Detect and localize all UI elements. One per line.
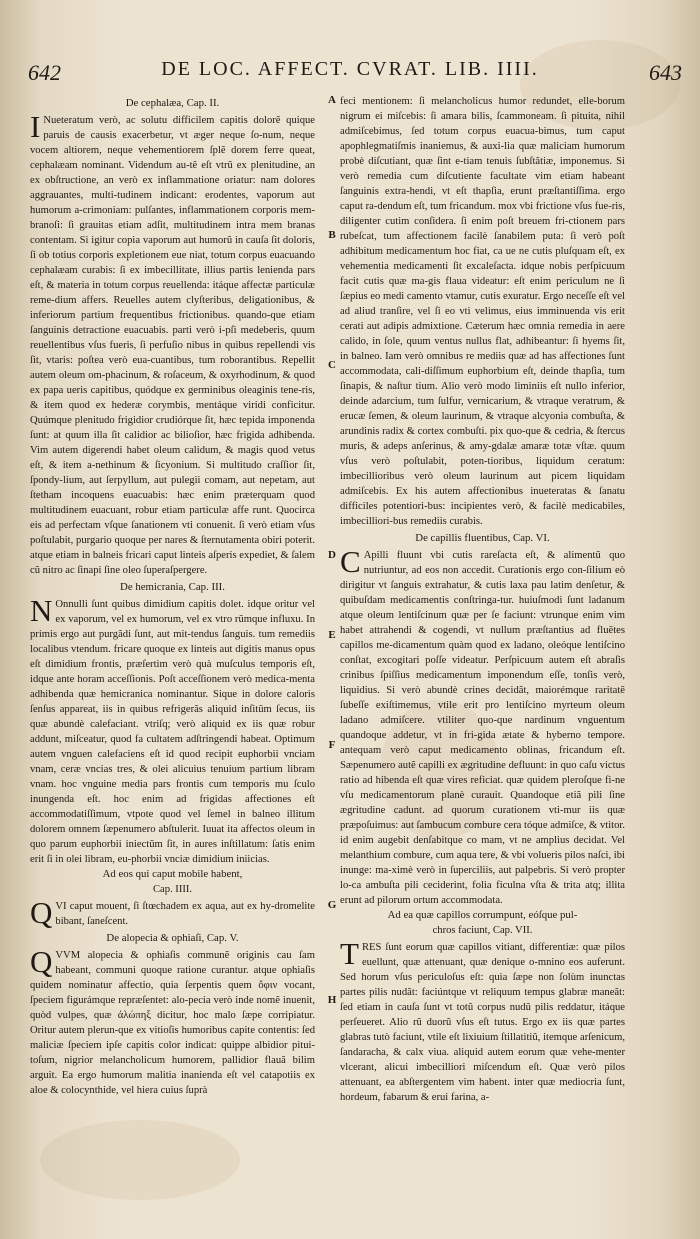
body-paragraph: QVI caput mouent, ſi ſtœchadem ex aqua, aut ex hy-dromelite bibant, ſaneſcent. <box>30 895 315 930</box>
margin-letter: E <box>328 629 336 641</box>
page-number-right: 643 <box>649 60 682 85</box>
paper-stain <box>40 1120 240 1200</box>
margin-letter: F <box>328 739 336 751</box>
left-text-column <box>30 94 315 1098</box>
margin-letters <box>326 94 340 1154</box>
margin-letter: C <box>328 359 336 371</box>
body-paragraph: CApilli fluunt vbi cutis rareſacta eſt, & alimentũ quo nutriuntur, ad eos non accedit. Curationis ergo con-ſilium eò dirigitur vt ſanguis extrahatur, & cutis laxa pau latim denſetur, & quibuſdam medicamentis conſtringa-tur. huiuſmodi ſunt ladanum atque oleum lentiſcinum quæ per ſe faciunt: vtrunque enim vim habet attrahendi & cogendi, vt nullum præſtantius ad fluẽtes capillos me-dicamentum quàm quod ex ladano, oleóque lentiſcino conſtat, excogitari poſſe videatur. Perſpicuum autem eſt abraſis crinibus ſpiſſius medicamentum imponendum eſſe, tonſis verò, liquidius. Si verò abundè crines decidãt, maiorémque raritatẽ ſubeſſe exiſtimemus, vtile erit pro lentiſcino myrteum oleum ladano admiſcere. vtiliter quo-que nardinum vnguentum quandoque addetur, vt in fri-gida ætate & hyberno tempore. antequam verò caput medicamento oblinas, fricandum eſt. Sæpenumero autẽ capilli ex ægritudine defluunt: in quo caſu victus ratio ad hibenda eſt quæ vires reficiat. quæ quidem pleroſque fi-ne vſu medicamentorum planè curauit. Quandoque etiã pili ſine ægritudine cadunt. ad quorum curationem vti-mur iis quæ præpoſuimus: aut ſambucum combure cera tóque admiſce, & vtitor. id enim augebit denſabitque co mam, vt ne amplius decidat. Vel melanthium combure, cum aqua tere, & vbi volueris pilos naſci, ibi inunge: ma-ximè verò in ſuperciliis, aut palpebris. Si verò propter lo-ca ambuſta pili ceciderint, folia ficulna vſta & trita atq; illita erunt ad pilorum ortum accommodata. <box>340 544 625 906</box>
body-paragraph: TRES ſunt eorum quæ capillos vitiant, differentiæ: quæ pilos euellunt, quæ attenuant, quæ denique o-mnino eos auferunt. Sed horum vſus periculoſus eſt: quia ſæpe non ſolùm inunctas partes pilis nudãt: faciúntque vt reliquum tempus glabræ maneãt: ſed etiam in cauſa ſunt vt totũ corpus nudũ pilis reddatur, itáque perſeueret. Alio rũ duorũ vſus eſt tutus. Ergo ex iis quæ partes glabras tutò faciunt, vtile eſt lixiuium ſtillatitiũ, itemque arſenicum, ſandaracha, & calx viua. aliquid autem eorum quæ vehe-menter vlcerant, alicui imbecilliori miſcendum eſt. Quæ verò pilos attenuant, ea abſtergentem vim habent. inter quæ mediocria ſunt, hordeum, fabarum & erui farina, a- <box>340 936 625 1103</box>
body-paragraph: QVVM alopecia & ophiaſis communẽ originis cau ſam habeant, communi quoque ratione curantur. atque ophiaſis quidem nominatur affectio, quia ſerpentis quem ὄφιν vocant, ſpeciem figurámque repræſentet: alo-pecia verò inde nomẽ inuenit, quòd vulpes, quæ ἀλώπηξ dicitur, hoc malo ſæpe corripiatur. Oritur autem plerun-que ex vitioſis humoribus capite contentis: ſed maliciæ ſpeciem ipſe capitis color indicat: quippe albidior pitui-toſum, nigrior melancholicum humorem, pallidior flauã bilim arguit. Ea ergo humorum malitia inanienda eſt vel catapotiis ex aloe & colocynthide, vel hiera cuius ſuprà <box>30 944 315 1096</box>
section-subheading: Ad eos qui caput mobile habent, <box>102 868 243 880</box>
margin-letter: G <box>327 899 337 911</box>
margin-letter: A <box>328 94 336 106</box>
running-title: DE LOC. AFFECT. CVRAT. LIB. IIII. <box>161 58 539 80</box>
section-heading: De cephalæa, Cap. II. <box>125 97 220 109</box>
right-text-column <box>340 94 625 1105</box>
section-heading: De capillis fluentibus, Cap. VI. <box>415 532 550 544</box>
body-paragraph: NOnnulli ſunt quibus dimidium capitis dolet. idque oritur vel ex vaporum, vel ex humorum, vel ex vtro rũmque influxu. In primis ergo aut purgãdi ſunt, aut mit-tendus ſanguis. tum remediis localibus vtendum. fricare quoque ex linteis aut digitis manus opus eſt dimidium frontis, præſertim verò quà muſculus temporis eſt, idque ante horam acceſſionis. Poſt acceſſionem verò medica-menta adhibenda quæ hemicranica nominantur. Sique in dolore caloris ſenſus appareat, iis in quibus refrigerãs aliquid inſitũm ſecus, iis quæ abundè calefaciant. vtriſq; verò aliquid ex iis quæ robur addunt, miſceatur, quod fa cultatem adſtringendi habeat. Optimum autem vnguen calefaciens eſt id quod recipit euphorbii vnciam vnam, ceræ vncias tres, & olei alicuius tenuium partium libram vnam. hoc vnguine media pars frontis cum temporis mu ſculo inungenda eſt. hoc enim ad frigidas affectiones eſt accommodatiſſimum, vtpote quod vel ſemel in balneo illitum dolorem omnem ſæpenumero abſtulerit. Iuuat ita affectos oleum in quo parum euphorbii iniectũm ſit, in aures inſtillatum: ſatis enim erit ſi in olei libram, eu-phorbii vnciæ dimidium iniicias. <box>30 593 315 865</box>
body-paragraph: feci mentionem: ſi melancholicus humor redundet, elle-borum nigrum ei miſcebis: ſi amara bilis, ſcammoneam. ſi pituita, nihil admiſcebimus, ſed totum corpus euacua-bimus, tum caput apophlegmatiſmis inaniemus, & auxi-lia quæ maliciam humorum probè diſcutiant, quæ ſint e-tiam tenuis ſubſtãtiæ, imponemus. Si verò remedia cum diſcutiente facultate vim etiam habeant ſanguinis extra-hendi, vt eſt thapſia, erunt præſtantiſſima. ergo caput ra-dendum eſt, tum fricandum. mox vbi frictione vſus fue-ris, diligenter cutim conſidera. ſi enim poſt breuem fri-ctionem pars rubeſcat, tum affectionem facilè ſanabilem puta: ſi verò poſt adhibitum medicamentum hoc fiat, ca ue ne cutis pluſquam eſt, ex vehementia medicamenti ſit excaleſacta. idque nobis perſpicuum facit cutis quæ ma-gis flaua videatur: eſt enim periculum ne ſi ſæpius eo medi camento vtamur, cutis exuratur. Ergo neceſſe eſt vel ad aliud tranſire, vel ſi eo vti velimus, eius imminuenda vis erit cerati aut adipis admixtione. Cæterum hæc omnia remedia in aere calido, in ſole, quum ventus nullus flat, adhibeantur: ſi hyems ſit, in balneo. Iam verò omnibus re mediis quæ ad has affectiones ſunt accommodata, cali-diſſimum euphorbium eſt, deinde thapſia, tum ſinapis, & naſtur tium. Alio verò modo liminiis eſt nullo inferior, deinde adarcium, tum ſulfur, vernicarium, & vtraque veratrum, & erucæ ſemen, & oleum laurinum, & vtraque alcyonia combuſta, & arundinis radix & cortex combuſti. pix quo-que & cedria, & ſtercus muris, & adeps anſerinus, & amy-gdalæ amaræ totæ vſtæ. quum vſus verò poſtulabit, poten-tioribus, liquidum ceratum: imbecillioribus verò oleum laurinum aut picem liquidam admiſcebis. Ex his autem affectionibus inueteratas & ſanatu difficiles potentiori-bus: incipientes verò, & facilè medicabiles, imbecilliori-bus remediis curabis. <box>340 96 625 527</box>
running-head <box>0 58 700 88</box>
margin-letter: B <box>328 229 336 241</box>
page-number-left: 642 <box>28 60 61 85</box>
chapter-number: chros faciunt, Cap. VII. <box>432 925 533 936</box>
body-paragraph: INueteratum verò, ac solutu difficilem capitis dolorẽ quique paruis de causis exacerbetur, vt æger neque ſo-num, neque vocem altiorem, neque vehementiorem ſplẽ dorem ferre queat, cephalæam nominant. Videndum au-tẽ eſt vtrũ ex plenitudine, an ex obſtructione, an verò ex inflammatione oriatur: nam dolores aggrauantes, multi-tudinem indicant: erodentes, vaporum aut humorum a-crimoniam: pulſantes, inflammationem corporis mem-branoſi: ſi grauitas etiam adſit, multitudinem intra mem branas contentam. Si igitur copia vaporum aut humorũ in cauſa ſit doloris, ſi ob totius corporis expletionem eue niat, totum corpus euacuando cephalæam curabis: ſi ex imbecillitate, illius partis lenienda pars eſt, & materia in totum corpus reuellenda: itáque affectæ particulæ reme-dium affers. Reuelles autem clyſteribus, deligationibus, & inferiorum partium frequentibus frictionibus. quando-que etiam ſanguinis detractione euacuabis. parti verò i-pſi medeberis, quum reuellentibus vſus fueris, ſi perfuſio nibus in quibus repellendi vis ſit, vtaris: poſtea verò eua-cuantibus, tum roborantibus. Repellit autem oleum om-phacinum, & roſaceum, & oxyrhodinum, & quod ex papa ueris capitibus, quódque ex germinibus oleaginis tene-ris, & item quod ex hederæ corymbis, mentáque viridi conficitur. Quúmque plenitudo frigidior crudiórque ſit, hæc tepida imponenda ſunt: at quum illa ſit calidior ac bilioſior, hæc frigida adhibenda. Vim autem digerendi habet oleum calidum, & magis quod vetus eſt, & item a-nethinum & ſicyonium. Si multitudo craſſior ſit, ſpondy-lium, aut ſerpyllum, aut pulegii comam, aut nepetam, aut ſtetham incoquens euacuabis: hæc enim præterquam quod multitudinem euacuant, robur etiam particulæ affe runt. Quocirca eis ad perfectam vſque ſanationem vti conuenit. ſi verò etiam vſus poſtulabit, purgario quoque per nares & ſternutamenta obiri poterit. atque etiam in balneis fricari caput linteis aſperis expediet, & ſalem cũ nitro ac ſinapi ſine oleo ſuperaſpergere. <box>30 109 315 576</box>
section-heading: De alopecia & ophiaſi, Cap. V. <box>106 932 239 944</box>
chapter-number: Cap. IIII. <box>152 884 193 895</box>
margin-letter: D <box>328 549 336 561</box>
section-heading: De hemicrania, Cap. III. <box>120 581 225 593</box>
margin-letter: H <box>327 994 337 1006</box>
section-subheading: Ad ea quæ capillos corrumpunt, eóſque pul- <box>387 909 578 921</box>
